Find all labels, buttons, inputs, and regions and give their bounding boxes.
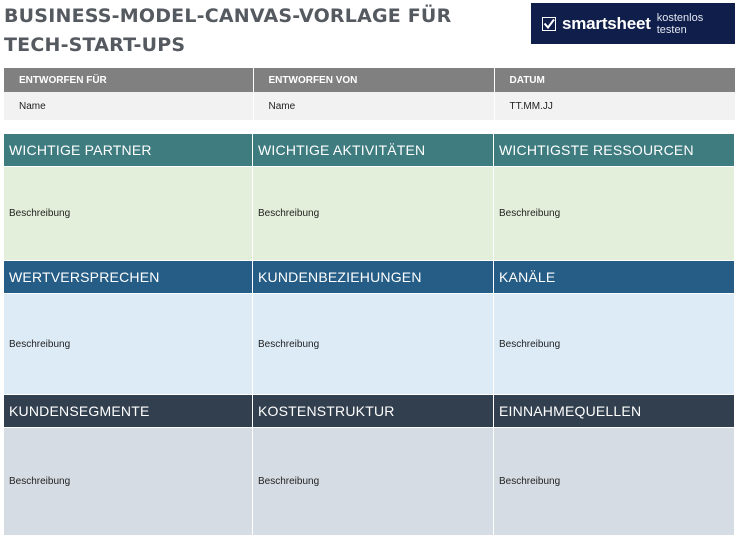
page-title	[4, 2, 514, 60]
business-model-canvas	[4, 134, 735, 536]
smartsheet-brand: smartsheet	[562, 13, 651, 33]
trial-label: kostenlos testen	[656, 11, 704, 36]
page-title-line-1: BUSINESS-MODEL-CANVAS-VORLAGE FÜR	[4, 5, 452, 27]
key-partners-header: WICHTIGE PARTNER	[4, 134, 253, 167]
value-propositions-description[interactable]: Beschreibung	[4, 294, 253, 395]
revenue-streams-header: EINNAHMEQUELLEN	[494, 395, 735, 428]
customer-segments-header: KUNDENSEGMENTE	[4, 395, 253, 428]
checkmark-logo-icon	[542, 17, 556, 31]
revenue-streams-description[interactable]: Beschreibung	[494, 428, 735, 536]
channels-description[interactable]: Beschreibung	[494, 294, 735, 395]
date-header: DATUM	[494, 68, 735, 92]
cost-structure-header: KOSTENSTRUKTUR	[253, 395, 494, 428]
key-resources-description[interactable]: Beschreibung	[494, 167, 735, 261]
key-activities-description[interactable]: Beschreibung	[253, 167, 494, 261]
smartsheet-trial-button[interactable]	[531, 3, 735, 44]
key-partners-description[interactable]: Beschreibung	[4, 167, 253, 261]
customer-relationships-header: KUNDENBEZIEHUNGEN	[253, 261, 494, 294]
key-resources-header: WICHTIGSTE RESSOURCEN	[494, 134, 735, 167]
project-info-table	[4, 68, 736, 120]
customer-relationships-description[interactable]: Beschreibung	[253, 294, 494, 395]
date-value[interactable]: TT.MM.JJ	[494, 92, 735, 120]
designed-for-header: ENTWORFEN FÜR	[4, 68, 253, 92]
value-propositions-header: WERTVERSPRECHEN	[4, 261, 253, 294]
customer-segments-description[interactable]: Beschreibung	[4, 428, 253, 536]
designed-by-value[interactable]: Name	[253, 92, 494, 120]
page-title-line-2: TECH-START-UPS	[4, 34, 186, 56]
designed-by-header: ENTWORFEN VON	[253, 68, 494, 92]
cost-structure-description[interactable]: Beschreibung	[253, 428, 494, 536]
channels-header: KANÄLE	[494, 261, 735, 294]
designed-for-value[interactable]: Name	[4, 92, 253, 120]
key-activities-header: WICHTIGE AKTIVITÄTEN	[253, 134, 494, 167]
